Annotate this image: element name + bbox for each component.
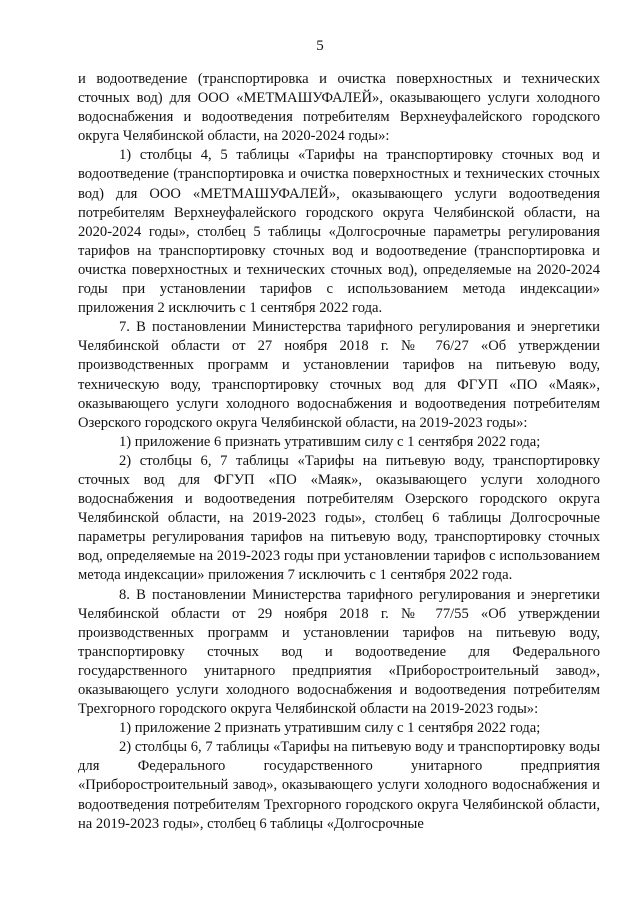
- page-number: 5: [316, 38, 324, 54]
- paragraph-continuation: и водоотведение (транспортировка и очистка поверхностных и технических сточных вод) для ООО «МЕТМАШУФАЛЕЙ», оказывающего услуги холодного водоснабжения и водоотведения потребителям Верхнеуфалейского городского округа Челябинской области, на 2020-2024 годы»:: [78, 71, 600, 145]
- paragraph-item-8-1: 1) приложение 2 признать утратившим силу с 1 сентября 2022 года;: [119, 720, 541, 737]
- paragraph-item-7-2: 2) столбцы 6, 7 таблицы «Тарифы на питьевую воду, транспортировку сточных вод для ФГУП «ПО «Маяк», оказывающего услуги холодного водоснабжения и водоотведения потребителям Озерского городского округа Челябинской области, на 2019-2023 годы», столбец 6 таблицы Долгосрочные параметры регулирования тарифов на питьевую воду, транспортировку сточных вод, определяемые на 2019-2023 годы при установлении тарифов с использованием метода индексации» приложения 7 исключить с 1 сентября 2022 года.: [78, 452, 600, 584]
- paragraph-item-6-1: 1) столбцы 4, 5 таблицы «Тарифы на транспортировку сточных вод и водоотведение (транспортировка и очистка поверхностных и технических сточных вод) для ООО «МЕТМАШУФАЛЕЙ», оказывающего услуги водоотведения потребителям Верхнеуфалейского городского округа Челябинской области, на 2020-2024 годы», столбец 5 таблицы «Долгосрочные параметры регулирования тарифов на транспортировку сточных вод и водоотведение (транспортировка и очистка поверхностных и технических сточных вод), определяемые на 2020-2024 годы при установлении тарифов с использованием метода индексации» приложения 2 исключить с 1 сентября 2022 года.: [78, 147, 600, 317]
- document-body: [78, 70, 600, 834]
- paragraph-clause-7: 7. В постановлении Министерства тарифного регулирования и энергетики Челябинской области от 27 ноября 2018 г. № 76/27 «Об утверждении производственных программ и установлении тарифов на питьевую воду, техническую воду, транспортировку сточных вод для ФГУП «ПО «Маяк», оказывающего услуги холодного водоснабжения и водоотведения потребителям Озерского городского округа Челябинской области, на 2019-2023 годы»:: [78, 319, 600, 431]
- paragraph-clause-8: 8. В постановлении Министерства тарифного регулирования и энергетики Челябинской области от 29 ноября 2018 г. № 77/55 «Об утверждении производственных программ и установлении тарифов на питьевую воду, транспортировку сточных вод и водоотведение для Федерального государственного унитарного предприятия «Приборостроительный завод», оказывающего услуги холодного водоснабжения и водоотведения потребителям Трехгорного городского округа Челябинской области на 2019-2023 годы»:: [78, 586, 600, 718]
- paragraph-item-8-2: 2) столбцы 6, 7 таблицы «Тарифы на питьевую воду и транспортировку воды для Федерального государственного унитарного предприятия «Приборостроительный завод», оказывающего услуги холодного водоснабжения и водоотведения потребителям Трехгорного городского округа Челябинской области, на 2019-2023 годы», столбец 6 таблицы «Долгосрочные: [78, 739, 600, 832]
- paragraph-item-7-1: 1) приложение 6 признать утратившим силу с 1 сентября 2022 года;: [119, 433, 541, 450]
